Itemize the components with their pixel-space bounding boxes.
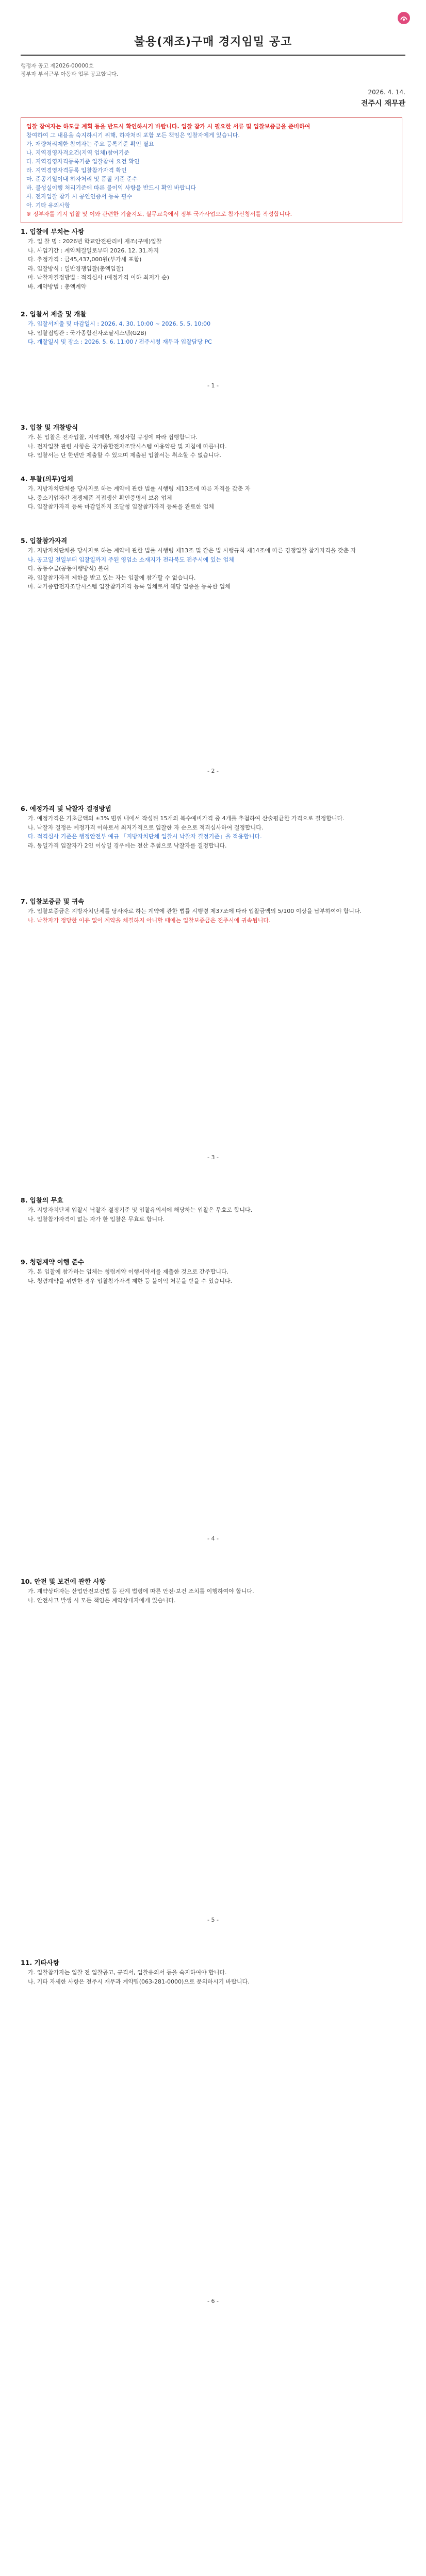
section-line: 나. 입찰참가자격이 없는 자가 한 입찰은 무효로 합니다. xyxy=(28,1215,165,1223)
title-divider xyxy=(21,55,405,56)
section-line: 나. 중소기업자간 경쟁제품 직접생산 확인증명서 보유 업체 xyxy=(28,494,172,501)
section-2 xyxy=(21,309,405,347)
meta-line-1: 행정자 공고 제2026-00000호 xyxy=(21,63,94,69)
section-5 xyxy=(21,536,405,591)
page-number: - 2 - xyxy=(207,768,219,774)
section-line: 나. 낙찰자 결정은 예정가격 이하로서 최저가격으로 입찰한 자 순으로 적격심사하여 결정합니다. xyxy=(28,824,264,831)
section-line: 가. 입찰보증금은 지방자치단체를 당사자로 하는 계약에 관한 법률 시행령 제37조에 따라 입찰금액의 5/100 이상을 납부하여야 합니다. xyxy=(28,908,362,914)
section-line: 가. 본 입찰은 전자입찰, 지역제한, 재정자립 규정에 따라 집행합니다. xyxy=(28,434,198,440)
notice-line: 참여하여 그 내용을 숙지하시기 위해, 하자처리 포함 모든 책임은 입찰자에게 있습니다. xyxy=(26,132,240,139)
notice-line: 나. 지역경영자격요건(지역 업체)참여기준 xyxy=(26,149,129,156)
section-heading: 4. 투찰(의무)업체 xyxy=(21,475,73,483)
section-heading: 3. 입찰 및 개찰방식 xyxy=(21,423,78,431)
section-line: 가. 지방자치단체 입찰시 낙찰자 결정기준 및 입찰유의서에 해당하는 입찰은 무효로 합니다. xyxy=(28,1207,253,1213)
section-line: 다. 추정가격 : 금45,437,000원(부가세 포함) xyxy=(28,256,142,263)
section-line: 나. 전자입찰 관련 사항은 국가종합전자조달시스템 이용약관 및 지침에 따릅니다. xyxy=(28,443,227,450)
notice-line: 바. 불성실이행 처리기준에 따른 불이익 사항을 반드시 확인 바랍니다 xyxy=(26,184,196,191)
page-number: - 5 - xyxy=(207,1917,219,1923)
section-line: 나. 청렴계약을 위반한 경우 입찰참가자격 제한 등 불이익 처분을 받을 수 있습니다. xyxy=(28,1277,233,1284)
section-line: 가. 지방자치단체를 당사자로 하는 계약에 관한 법률 시행령 제13조 및 같은 법 시행규칙 제14조에 따른 경쟁입찰 참가자격을 갖춘 자 xyxy=(28,547,356,554)
notice-line: 마. 준공기일이내 하자처리 및 품질 기준 준수 xyxy=(26,176,138,182)
section-line: 나. 안전사고 발생 시 모든 책임은 계약상대자에게 있습니다. xyxy=(28,1597,176,1604)
section-9 xyxy=(21,1257,405,1285)
section-11 xyxy=(21,1958,405,1986)
section-line: 바. 계약방법 : 총액계약 xyxy=(28,283,87,290)
section-line: 다. 입찰참가자격 등록 마감일까지 조달청 입찰참가자격 등록을 완료한 업체 xyxy=(28,503,214,510)
section-line: 라. 입찰참가자격 제한을 받고 있는 자는 입찰에 참가할 수 없습니다. xyxy=(28,574,196,581)
section-heading: 5. 입찰참가자격 xyxy=(21,537,68,545)
section-line: 라. 입찰방식 : 일반경쟁입찰(총액입찰) xyxy=(28,265,124,272)
section-line: 나. 공고일 전일부터 입찰일까지 주된 영업소 소재지가 전라북도 전주시에 있는 업체 xyxy=(28,556,234,563)
section-1 xyxy=(21,227,405,291)
section-heading: 10. 안전 및 보건에 관한 사항 xyxy=(21,1578,106,1585)
notice-date: 2026. 4. 14. xyxy=(368,89,405,96)
notice-line: 가. 재량처리제한 참여자는 주요 등록기준 확인 필요 xyxy=(26,141,154,147)
section-heading: 7. 입찰보증금 및 귀속 xyxy=(21,897,85,905)
section-line: 가. 입 찰 명 : 2026년 학교안전관리비 재조(구매)입찰 xyxy=(28,238,162,245)
section-line: 나. 사업기간 : 계약체결일로부터 2026. 12. 31.까지 xyxy=(28,247,159,254)
section-3 xyxy=(21,422,405,460)
section-line: 가. 계약상대자는 산업안전보건법 등 관계 법령에 따른 안전·보건 조치를 이행하여야 합니다. xyxy=(28,1588,254,1595)
section-heading: 2. 입찰서 제출 및 개찰 xyxy=(21,310,87,318)
notice-line: 아. 기타 유의사항 xyxy=(26,202,70,209)
important-notice-box xyxy=(21,117,402,223)
section-line: 다. 적격심사 기준은 행정안전부 예규 「지방자치단체 입찰시 낙찰자 결정기준」을 적용합니다. xyxy=(28,833,262,840)
section-6 xyxy=(21,804,405,850)
page-number: - 1 - xyxy=(207,382,219,389)
section-heading: 8. 입찰의 무효 xyxy=(21,1196,63,1204)
section-heading: 11. 기타사항 xyxy=(21,1959,59,1967)
section-10 xyxy=(21,1577,405,1605)
notice-title-area xyxy=(21,33,405,49)
section-line: 다. 입찰서는 단 한번만 제출할 수 있으며 제출된 입찰서는 취소할 수 없습니다. xyxy=(28,452,221,459)
section-4 xyxy=(21,474,405,512)
section-line: 가. 입찰서제출 및 마감일시 : 2026. 4. 30. 10:00 ~ 2026. 5. 5. 10:00 xyxy=(28,320,211,327)
section-line: 가. 입찰참가자는 입찰 전 입찰공고, 규격서, 입찰유의서 등을 숙지하여야 합니다. xyxy=(28,1969,227,1976)
notice-line: 라. 지역경영자격등록 입찰참가자격 확인 xyxy=(26,167,127,174)
section-line: 다. 개찰일시 및 장소 : 2026. 5. 6. 11:00 / 전주시청 재무과 입찰담당 PC xyxy=(28,338,212,345)
notice-lead: 입찰 참여자는 하도급 계획 등을 반드시 확인하시기 바랍니다. 입찰 참가 시 필요한 서류 및 입찰보증금을 준비하여 xyxy=(26,123,310,130)
notice-issuer: 전주시 재무관 xyxy=(361,99,405,108)
section-line: 나. 입찰집행관 : 국가종합전자조달시스템(G2B) xyxy=(28,329,146,336)
section-line: 가. 지방자치단체를 당사자로 하는 계약에 관한 법률 시행령 제13조에 따른 자격을 갖춘 자 xyxy=(28,485,251,492)
notice-warning: ※ 정부자를 기지 입찰 및 이와 관련한 기술지도, 실무교육에서 정부 국가사업으로 참가신청서를 작성합니다. xyxy=(26,211,292,217)
section-line: 나. 기타 자세한 사항은 전주시 재무과 계약팀(063-281-0000)으로 문의하시기 바랍니다. xyxy=(28,1978,250,1985)
section-8 xyxy=(21,1195,405,1224)
notice-line: 다. 지역경영자격등록기준 입찰참여 요건 확인 xyxy=(26,158,140,165)
section-line: 가. 예정가격은 기초금액의 ±3% 범위 내에서 작성된 15개의 복수예비가격 중 4개를 추첨하여 산술평균한 가격으로 결정합니다. xyxy=(28,815,345,822)
section-7 xyxy=(21,896,405,925)
section-heading: 6. 예정가격 및 낙찰자 결정방법 xyxy=(21,805,111,812)
page-number: - 3 - xyxy=(207,1154,219,1161)
page-number: - 6 - xyxy=(207,2298,219,2304)
notice-meta xyxy=(21,62,405,78)
section-line: 마. 낙찰자결정방법 : 적격심사 (예정가격 이하 최저가 순) xyxy=(28,274,170,281)
section-heading: 1. 입찰에 부치는 사항 xyxy=(21,228,85,235)
section-heading: 9. 청렴계약 이행 준수 xyxy=(21,1258,85,1266)
notice-line: 사. 전자입찰 참가 시 공인인증서 등록 필수 xyxy=(26,193,133,200)
section-line: 나. 낙찰자가 정당한 이유 없이 계약을 체결하지 아니할 때에는 입찰보증금은 전주시에 귀속됩니다. xyxy=(28,917,271,924)
notice-title: 불용(재조)구매 경지임밀 공고 xyxy=(134,36,292,48)
meta-line-2: 정부자 부서근무 아동과 업무 공고합니다. xyxy=(21,71,119,77)
page-number: - 4 - xyxy=(207,1535,219,1542)
section-line: 가. 본 입찰에 참가하는 업체는 청렴계약 이행서약서를 제출한 것으로 간주합니다. xyxy=(28,1268,229,1275)
notice-date-issuer xyxy=(361,87,405,109)
section-line: 마. 국가종합전자조달시스템 입찰참가자격 등록 업체로서 해당 업종을 등록한 업체 xyxy=(28,583,231,590)
section-line: 다. 공동수급(공동이행방식) 불허 xyxy=(28,565,109,572)
section-line: 라. 동일가격 입찰자가 2인 이상일 경우에는 전산 추첨으로 낙찰자를 결정합니다. xyxy=(28,842,227,849)
